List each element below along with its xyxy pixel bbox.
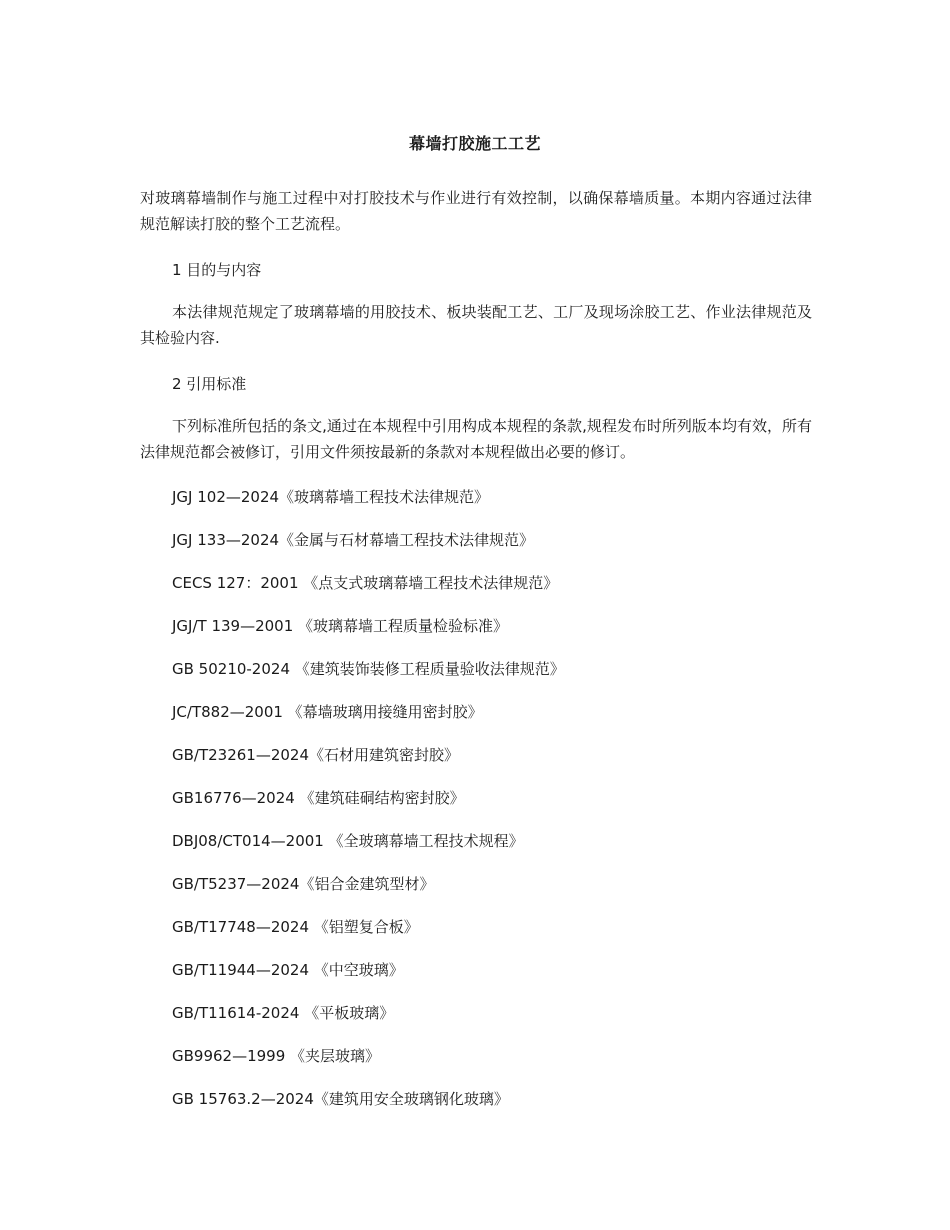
standard-item: GB/T11614-2024 《平板玻璃》 (172, 1004, 395, 1022)
standard-item: DBJ08/CT014—2001 《全玻璃幕墙工程技术规程》 (172, 832, 524, 850)
section-2-paragraph: 下列标准所包括的条文,通过在本规程中引用构成本规程的条款,规程发布时所列版本均有效，所有法律规范都会被修订，引用文件须按最新的条款对本规程做出必要的修订。 (140, 417, 812, 461)
standard-item: CECS 127：2001 《点支式玻璃幕墙工程技术法律规范》 (172, 574, 559, 592)
standard-item: GB/T5237—2024《铝合金建筑型材》 (172, 875, 435, 893)
standard-item: GB 50210-2024 《建筑装饰装修工程质量验收法律规范》 (172, 660, 565, 678)
standard-item: JGJ 102—2024《玻璃幕墙工程技术法律规范》 (172, 488, 490, 506)
standard-item: JGJ/T 139—2001 《玻璃幕墙工程质量检验标准》 (172, 617, 509, 635)
standard-item: GB9962—1999 《夹层玻璃》 (172, 1047, 381, 1065)
standard-item: GB 15763.2—2024《建筑用安全玻璃钢化玻璃》 (172, 1090, 509, 1108)
standard-item: GB16776—2024 《建筑硅硐结构密封胶》 (172, 789, 465, 807)
section-1-paragraph: 本法律规范规定了玻璃幕墙的用胶技术、板块装配工艺、工厂及现场涂胶工艺、作业法律规范及其检验内容. (140, 303, 812, 347)
section-2-heading: 2 引用标准 (172, 375, 247, 393)
standard-item: GB/T17748—2024 《铝塑复合板》 (172, 918, 419, 936)
section-1-heading: 1 目的与内容 (172, 261, 262, 279)
document-title: 幕墙打胶施工工艺 (408, 134, 541, 153)
standard-item: JC/T882—2001 《幕墙玻璃用接缝用密封胶》 (172, 703, 483, 721)
standard-item: GB/T11944—2024 《中空玻璃》 (172, 961, 404, 979)
standard-item: GB/T23261—2024《石材用建筑密封胶》 (172, 746, 460, 764)
standard-item: JGJ 133—2024《金属与石材幕墙工程技术法律规范》 (172, 531, 535, 549)
intro-paragraph: 对玻璃幕墙制作与施工过程中对打胶技术与作业进行有效控制，以确保幕墙质量。本期内容通过法律规范解读打胶的整个工艺流程。 (140, 189, 812, 233)
